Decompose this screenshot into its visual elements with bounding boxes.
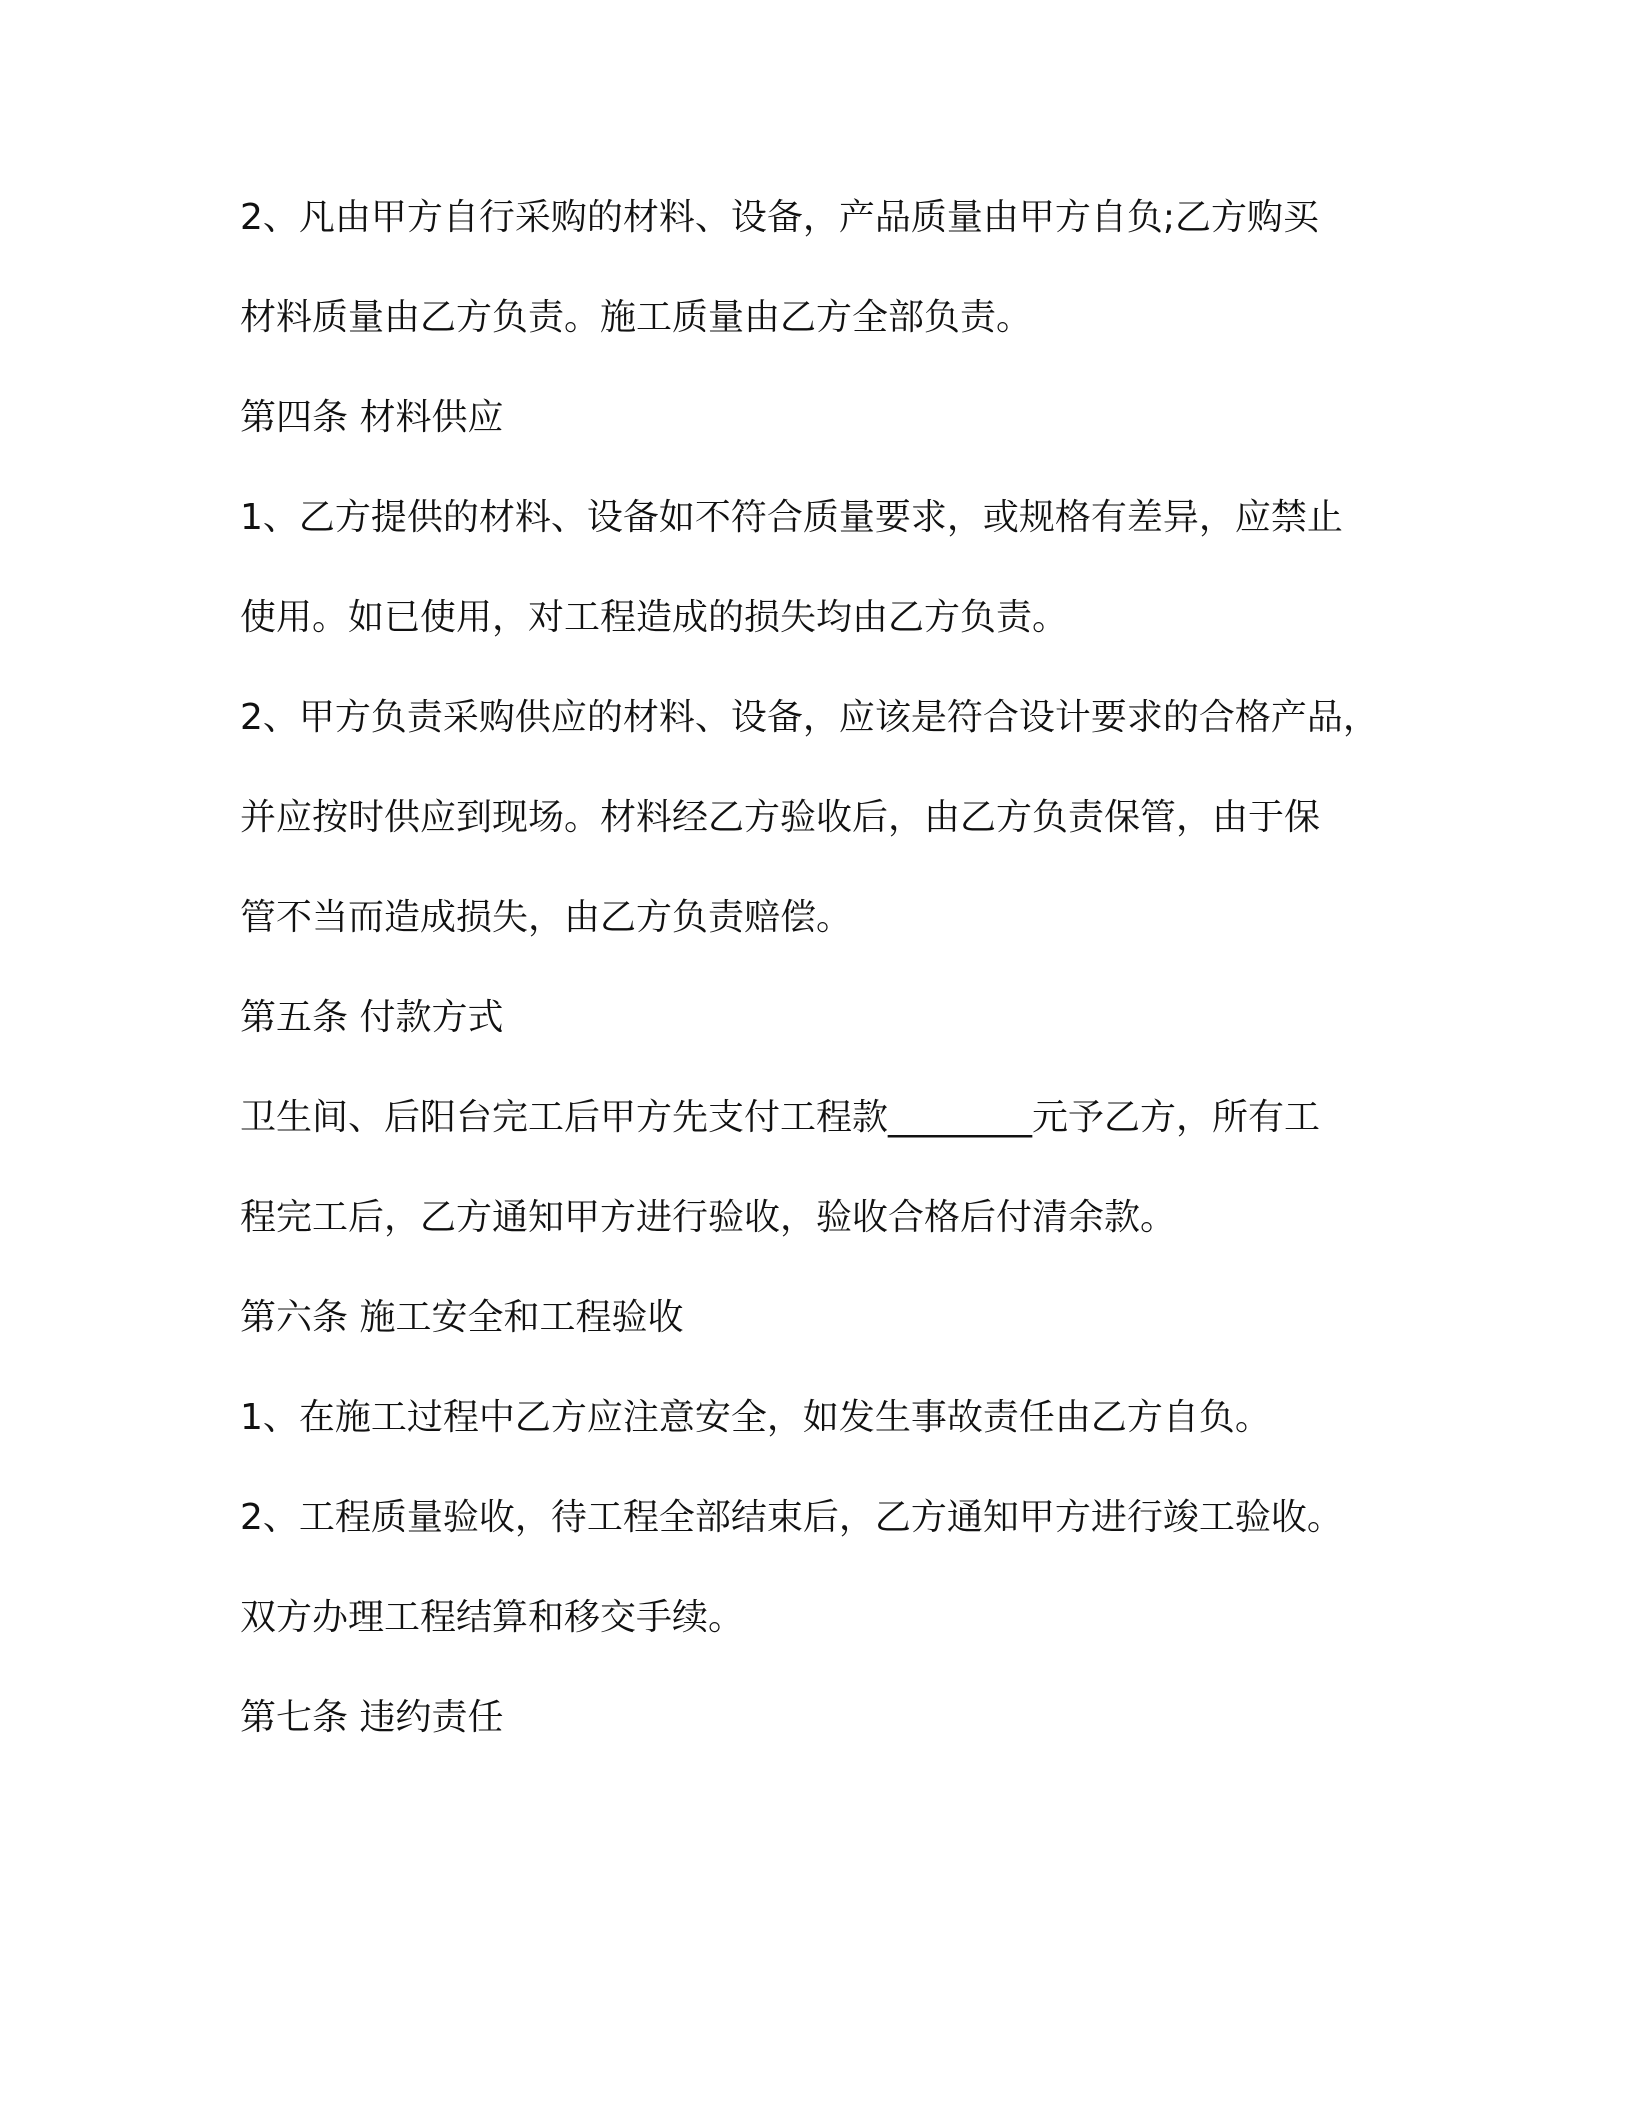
clause-4-item-1-line-1: 1、乙方提供的材料、设备如不符合质量要求，或规格有差异，应禁止 — [240, 497, 1343, 538]
clause-4-item-2-line-3: 管不当而造成损失，由乙方负责赔偿。 — [240, 897, 853, 938]
clause-6-item-1: 1、在施工过程中乙方应注意安全，如发生事故责任由乙方自负。 — [240, 1397, 1271, 1438]
clause-6-heading: 第六条 施工安全和工程验收 — [240, 1297, 684, 1338]
clause-4-item-2-line-1: 2、甲方负责采购供应的材料、设备，应该是符合设计要求的合格产品， — [240, 697, 1379, 738]
clause-3-item-2-line-2: 材料质量由乙方负责。施工质量由乙方全部负责。 — [240, 297, 1033, 338]
clause-4-item-1-line-2: 使用。如已使用，对工程造成的损失均由乙方负责。 — [240, 597, 1069, 638]
clause-6-item-2-line-1: 2、工程质量验收，待工程全部结束后，乙方通知甲方进行竣工验收。 — [240, 1497, 1343, 1538]
clause-5-body-line-2: 程完工后，乙方通知甲方进行验收，验收合格后付清余款。 — [240, 1197, 1177, 1238]
clause-4-item-2-line-2: 并应按时供应到现场。材料经乙方验收后，由乙方负责保管，由于保 — [240, 797, 1321, 838]
clause-4-heading: 第四条 材料供应 — [240, 397, 504, 438]
clause-6-item-2-line-2: 双方办理工程结算和移交手续。 — [240, 1597, 745, 1638]
clause-3-item-2-line-1: 2、凡由甲方自行采购的材料、设备，产品质量由甲方自负;乙方购买 — [240, 197, 1320, 238]
clause-5-body-line-1: 卫生间、后阳台完工后甲方先支付工程款________元予乙方，所有工 — [240, 1097, 1321, 1138]
clause-7-heading: 第七条 违约责任 — [240, 1697, 504, 1738]
clause-5-heading: 第五条 付款方式 — [240, 997, 504, 1038]
